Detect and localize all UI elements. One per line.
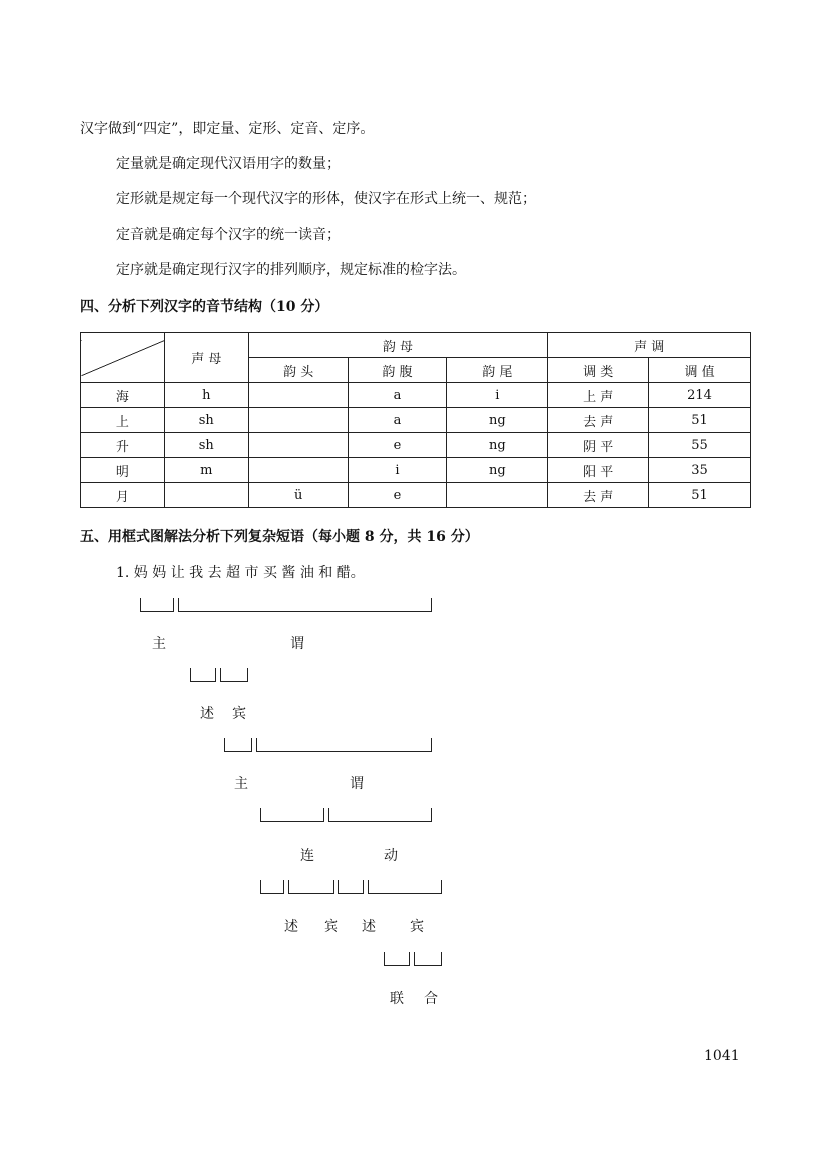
cell-diaozhi: 35 (649, 458, 751, 483)
label-serial: 连 (300, 848, 314, 864)
cell-diaozhi: 51 (649, 483, 751, 508)
header-shengmu: 声 母 (164, 333, 248, 383)
cell-char: 海 (81, 383, 165, 408)
header-yuntou: 韵 头 (248, 358, 348, 383)
cell-diaolei: 去 声 (548, 483, 649, 508)
text-line-2: 定量就是确定现代汉语用字的数量； (116, 156, 340, 172)
bracket-level-3 (224, 738, 432, 752)
label-subject-2: 主 (234, 776, 248, 792)
question-1: 1. 妈 妈 让 我 去 超 市 买 酱 油 和 醋。 (116, 565, 365, 581)
cell-yuntou (248, 383, 348, 408)
header-diaolei: 调 类 (548, 358, 649, 383)
table-row (81, 433, 751, 458)
diagonal-header-cell (81, 333, 165, 383)
cell-yunwei: ng (447, 458, 548, 483)
cell-yunfu: e (348, 483, 447, 508)
table-row (81, 383, 751, 408)
bracket-level-4 (260, 808, 432, 822)
cell-shengmu (164, 483, 248, 508)
label-object: 宾 (232, 706, 246, 722)
text-line-1: 汉字做到“四定”，即定量、定形、定音、定序。 (80, 121, 375, 137)
label-coordinate-2: 合 (424, 991, 438, 1007)
cell-diaolei: 阴 平 (548, 433, 649, 458)
bracket-level-2 (190, 668, 248, 682)
header-diaozhi: 调 值 (649, 358, 751, 383)
table-row (81, 458, 751, 483)
header-yunmu: 韵 母 (248, 333, 548, 358)
section-4-heading: 四、分析下列汉字的音节结构（10 分） (80, 299, 329, 315)
label-verb-3: 述 (362, 919, 376, 935)
header-yunwei: 韵 尾 (447, 358, 548, 383)
cell-yunwei: ng (447, 433, 548, 458)
section-5-heading: 五、用框式图解法分析下列复杂短语（每小题 8 分，共 16 分） (80, 529, 479, 545)
table-row (81, 483, 751, 508)
cell-yuntou (248, 433, 348, 458)
cell-yunfu: i (348, 458, 447, 483)
cell-char: 月 (81, 483, 165, 508)
cell-diaozhi: 55 (649, 433, 751, 458)
cell-yunfu: a (348, 408, 447, 433)
cell-shengmu: sh (164, 408, 248, 433)
label-verbal: 动 (384, 848, 398, 864)
cell-char: 明 (81, 458, 165, 483)
bracket-level-6 (384, 952, 442, 966)
cell-char: 上 (81, 408, 165, 433)
cell-yunwei: i (447, 383, 548, 408)
text-line-3: 定形就是规定每一个现代汉字的形体，使汉字在形式上统一、规范； (116, 191, 536, 207)
page-number: 1041 (704, 1048, 740, 1064)
label-verb-2: 述 (284, 919, 298, 935)
cell-char: 升 (81, 433, 165, 458)
bracket-level-1 (140, 598, 432, 612)
cell-diaolei: 上 声 (548, 383, 649, 408)
cell-yuntou: ü (248, 483, 348, 508)
cell-diaozhi: 214 (649, 383, 751, 408)
cell-diaolei: 阳 平 (548, 458, 649, 483)
cell-shengmu: m (164, 458, 248, 483)
label-coordinate-1: 联 (390, 991, 404, 1007)
syllable-structure-table (80, 332, 751, 508)
table-row (81, 408, 751, 433)
cell-diaozhi: 51 (649, 408, 751, 433)
text-line-5: 定序就是确定现行汉字的排列顺序，规定标准的检字法。 (116, 262, 466, 278)
label-predicate-2: 谓 (350, 776, 364, 792)
header-shengdiao: 声 调 (548, 333, 751, 358)
label-object-3: 宾 (410, 919, 424, 935)
cell-yunfu: a (348, 383, 447, 408)
header-yunfu: 韵 腹 (348, 358, 447, 383)
cell-yuntou (248, 408, 348, 433)
label-object-2: 宾 (324, 919, 338, 935)
bracket-level-5 (260, 880, 442, 894)
cell-shengmu: sh (164, 433, 248, 458)
label-subject: 主 (152, 636, 166, 652)
text-line-4: 定音就是确定每个汉字的统一读音； (116, 227, 340, 243)
cell-yuntou (248, 458, 348, 483)
cell-diaolei: 去 声 (548, 408, 649, 433)
cell-shengmu: h (164, 383, 248, 408)
cell-yunwei (447, 483, 548, 508)
cell-yunfu: e (348, 433, 447, 458)
label-predicate: 谓 (290, 636, 304, 652)
label-verb: 述 (200, 706, 214, 722)
cell-yunwei: ng (447, 408, 548, 433)
